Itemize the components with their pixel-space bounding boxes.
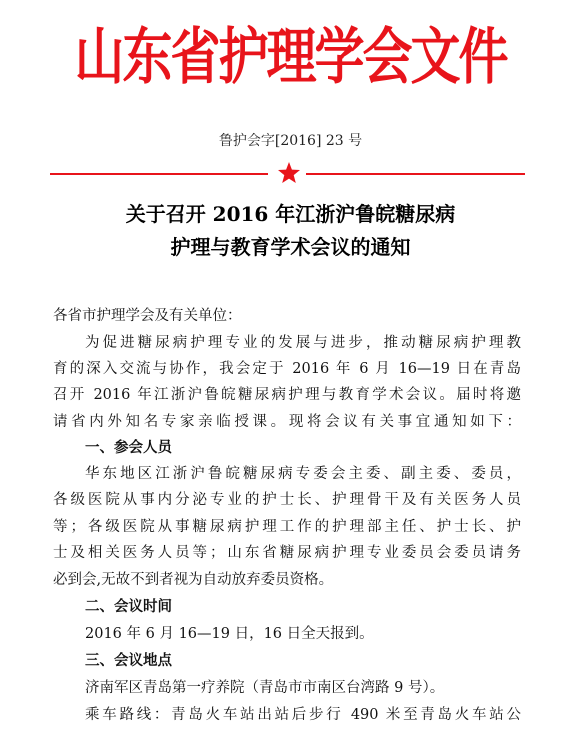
paragraph-line: 为促进糖尿病护理专业的发展与进步，推动糖尿病护理教 <box>85 335 521 351</box>
red-star-icon <box>277 161 301 185</box>
red-divider-right <box>306 173 525 175</box>
paragraph-line: 育的深入交流与协作，我会定于 2016 年 6 月 16—19 日在青岛 <box>53 361 521 377</box>
paragraph-line: 等；各级医院从事糖尿病护理工作的护理部主任、护士长、护 <box>53 519 521 535</box>
notice-title-line-1: 关于召开 2016 年江浙沪鲁皖糖尿病 <box>125 202 456 226</box>
paragraph-line: 请省内外知名专家亲临授课。现将会议有关事宜通知如下： <box>53 414 521 430</box>
paragraph-line: 必到会,无故不到者视为自动放弃委员资格。 <box>53 572 334 588</box>
paragraph-line: 济南军区青岛第一疗养院（青岛市市南区台湾路 9 号）。 <box>85 680 445 696</box>
paragraph-line: 士及相关医务人员等；山东省糖尿病护理专业委员会委员请务 <box>53 545 521 561</box>
org-title: 山东省护理学会文件 <box>74 20 507 93</box>
paragraph-line: 召开 2016 年江浙沪鲁皖糖尿病护理与教育学术会议。届时将邀 <box>53 387 521 403</box>
paragraph-line: 2016 年 6 月 16—19 日，16 日全天报到。 <box>85 626 374 642</box>
notice-title-line-2: 护理与教育学术会议的通知 <box>170 235 411 259</box>
section-heading-location: 三、会议地点 <box>85 653 172 669</box>
section-heading-participants: 一、参会人员 <box>85 440 172 456</box>
section-heading-time: 二、会议时间 <box>85 599 172 615</box>
red-divider-left <box>50 173 268 175</box>
paragraph-line: 华东地区江浙沪鲁皖糖尿病专委会主委、副主委、委员， <box>85 466 521 482</box>
document-number: 鲁护会字[2016] 23 号 <box>218 133 363 149</box>
paragraph-line: 各级医院从事内分泌专业的护士长、护理骨干及有关医务人员 <box>53 492 521 508</box>
paragraph-line: 乘车路线：青岛火车站出站后步行 490 米至青岛火车站公 <box>85 707 521 723</box>
salutation: 各省市护理学会及有关单位： <box>53 308 242 324</box>
